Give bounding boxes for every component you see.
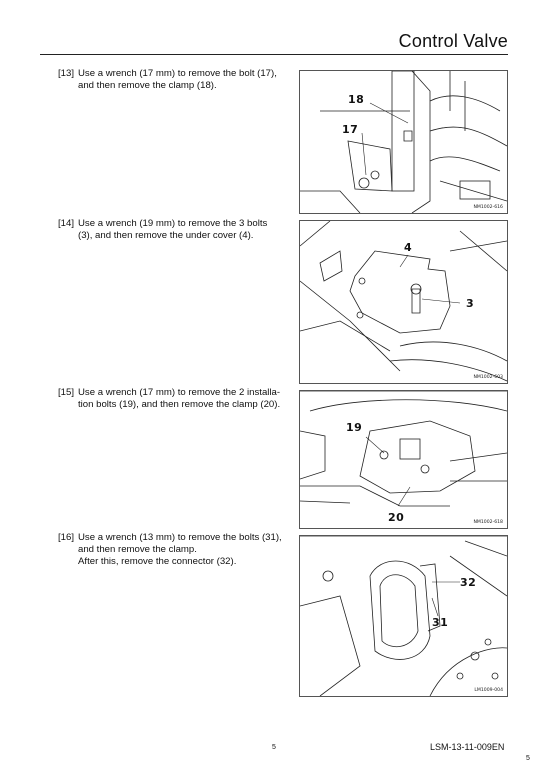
step-15 xyxy=(58,387,298,411)
figure-id: NM1002-603 xyxy=(473,375,503,380)
figure-id: LM1009-004 xyxy=(474,688,503,693)
callout-20: 20 xyxy=(388,511,405,524)
step-text-line: Use a wrench (17 mm) to remove the 2 installa- xyxy=(78,387,281,398)
step-text-line: Use a wrench (17 mm) to remove the bolt (17), xyxy=(78,68,277,79)
step-13 xyxy=(58,68,298,92)
step-text-line: tion bolts (19), and then remove the clamp (20). xyxy=(78,399,281,410)
callout-18: 18 xyxy=(348,93,365,106)
document-code: LSM-13-11-009EN xyxy=(430,742,505,752)
illustration-connector xyxy=(300,536,507,696)
callout-17: 17 xyxy=(342,123,359,136)
figure-step-13 xyxy=(299,70,508,214)
figure-id: NM1002-618 xyxy=(473,520,503,525)
figure-step-14 xyxy=(299,220,508,384)
figure-id: NM1002-616 xyxy=(473,205,503,210)
step-number: [14] xyxy=(58,218,75,229)
step-text-line: After this, remove the connector (32). xyxy=(78,556,237,567)
header-divider xyxy=(40,54,508,55)
illustration-bolt-clamp xyxy=(300,71,507,213)
step-text-line: Use a wrench (13 mm) to remove the bolts (31), xyxy=(78,532,282,543)
step-text-line: and then remove the clamp. xyxy=(78,544,197,555)
step-text-line: Use a wrench (19 mm) to remove the 3 bolts xyxy=(78,218,268,229)
step-text-line: (3), and then remove the under cover (4). xyxy=(78,230,254,241)
page-number: 5 xyxy=(272,744,276,751)
step-text-line: and then remove the clamp (18). xyxy=(78,80,217,91)
page-title: Control Valve xyxy=(398,31,508,51)
callout-19: 19 xyxy=(346,421,363,434)
callout-3: 3 xyxy=(466,297,475,310)
figure-step-15 xyxy=(299,390,508,529)
corner-page-number: 5 xyxy=(526,755,530,762)
step-number: [15] xyxy=(58,387,75,398)
callout-32: 32 xyxy=(460,576,477,589)
step-number: [16] xyxy=(58,532,75,543)
illustration-installation-bolts xyxy=(300,391,507,528)
step-16 xyxy=(58,532,298,568)
step-14 xyxy=(58,218,298,242)
step-number: [13] xyxy=(58,68,75,79)
figure-step-16 xyxy=(299,535,508,697)
callout-4: 4 xyxy=(404,241,413,254)
callout-31: 31 xyxy=(432,616,449,629)
